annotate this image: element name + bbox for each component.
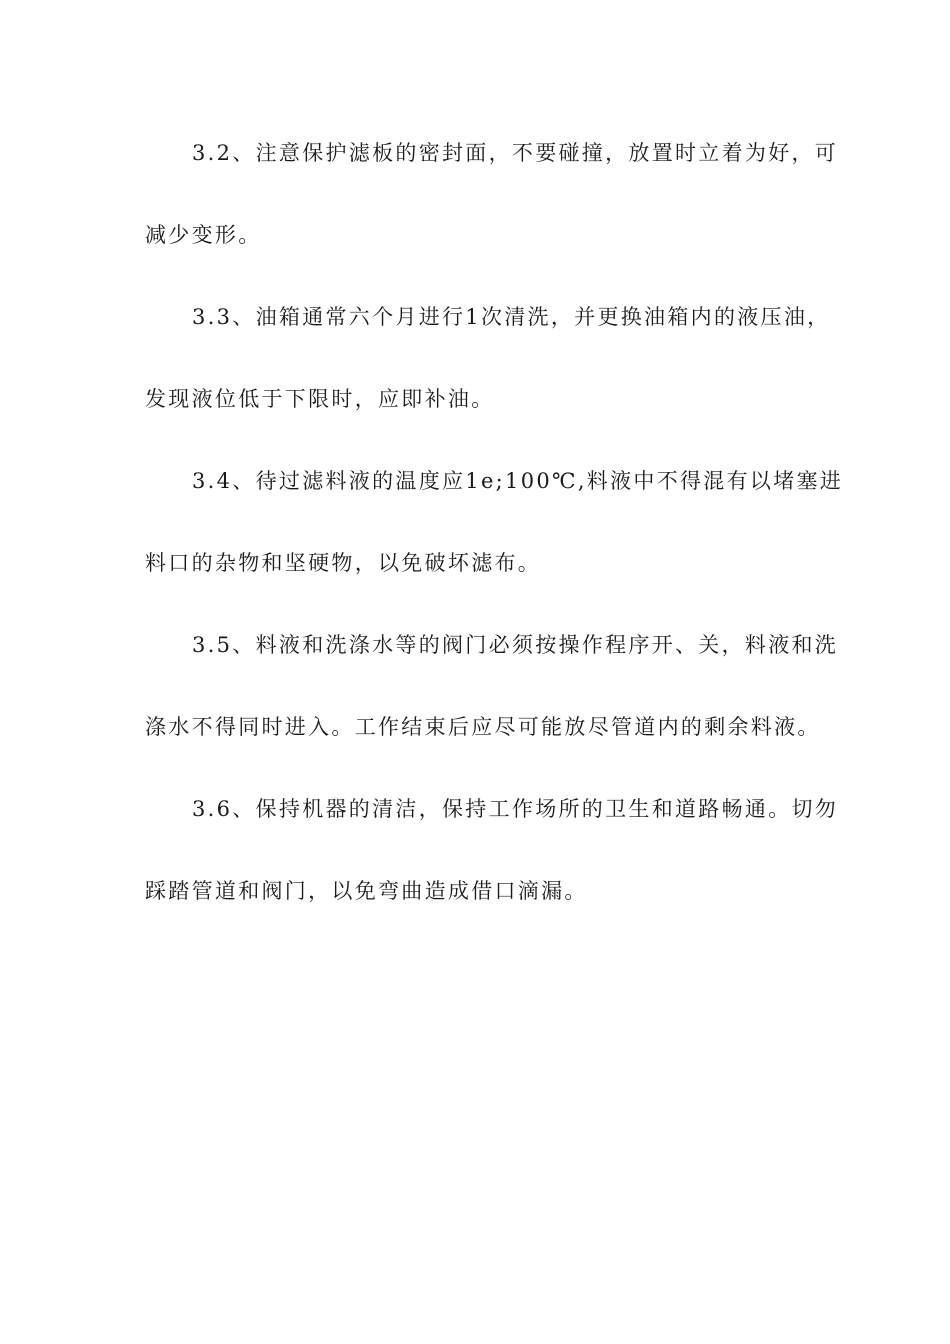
paragraph-line: 料口的杂物和坚硬物，以免破坏滤布。 — [145, 551, 542, 575]
paragraph-line: 3.3、油箱通常六个月进行1次清洗，并更换油箱内的液压油， — [192, 305, 831, 329]
paragraph-line: 踩踏管道和阀门，以免弯曲造成借口滴漏。 — [145, 879, 588, 903]
paragraph-3-4 — [145, 455, 844, 590]
paragraph-line: 发现液位低于下限时，应即补油。 — [145, 387, 495, 411]
paragraph-line: 3.6、保持机器的清洁，保持工作场所的卫生和道路畅通。切勿 — [192, 797, 839, 821]
paragraph-line: 3.2、注意保护滤板的密封面，不要碰撞，放置时立着为好，可 — [192, 141, 839, 165]
paragraph-3-6 — [145, 783, 839, 918]
paragraph-line: 减少变形。 — [145, 223, 262, 247]
paragraph-3-2 — [145, 127, 839, 262]
paragraph-line: 3.4、待过滤料液的温度应1e;100℃,料液中不得混有以堵塞进 — [192, 469, 844, 493]
paragraph-line: 涤水不得同时进入。工作结束后应尽可能放尽管道内的剩余料液。 — [145, 715, 821, 739]
paragraph-3-3 — [145, 291, 831, 426]
paragraph-3-5 — [145, 619, 839, 754]
paragraph-line: 3.5、料液和洗涤水等的阀门必须按操作程序开、关，料液和洗 — [192, 633, 839, 657]
document-body — [145, 127, 844, 947]
